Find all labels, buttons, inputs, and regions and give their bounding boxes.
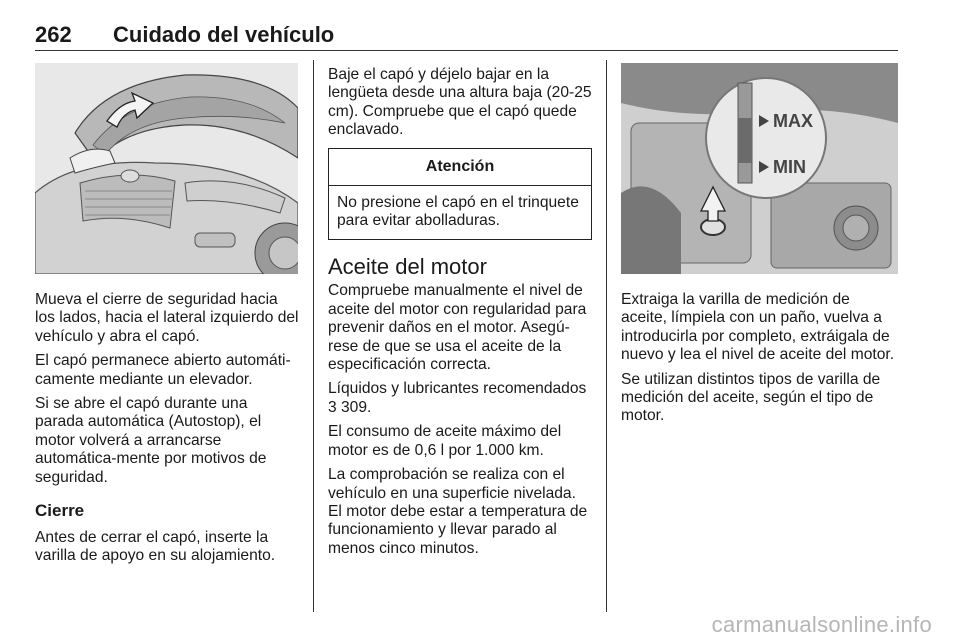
page-reference-link[interactable]: 3 309.	[328, 398, 372, 416]
paragraph: Líquidos y lubricantes recomendados	[328, 380, 587, 398]
engine-dipstick-illustration	[621, 63, 898, 274]
car-hood-drawing	[35, 63, 298, 274]
paragraph: Mueva el cierre de seguridad hacia los lados, hacia el lateral izquierdo del vehículo y abra el capó.	[35, 291, 299, 345]
column-3	[621, 291, 897, 432]
max-label: MAX	[773, 111, 813, 131]
heading-aceite-del-motor: Aceite del motor	[328, 254, 487, 280]
page-number: 262	[35, 22, 72, 47]
subheading-cierre: Cierre	[35, 501, 85, 521]
column-divider-1	[313, 60, 314, 612]
paragraph: Si se abre el capó durante una parada automática (Autostop), el motor volverá a arrancarse automática-mente por motivos de seguridad.	[35, 395, 267, 486]
paragraph: Extraiga la varilla de medición de aceite, límpiela con un paño, vuelva a introducirla por completo, extráigala de nuevo y lea el nivel de aceite del motor.	[621, 291, 895, 364]
paragraph: Antes de cerrar el capó, inserte la varilla de apoyo en su alojamiento.	[35, 529, 276, 565]
notice-title: Atención	[329, 149, 591, 186]
column-2	[328, 66, 592, 564]
column-divider-2	[606, 60, 607, 612]
engine-dipstick-drawing	[621, 63, 898, 274]
section-title: Cuidado del vehículo	[113, 22, 335, 47]
car-hood-illustration	[35, 63, 298, 274]
paragraph: Compruebe manualmente el nivel de aceite del motor con regularidad para prevenir daños en el motor. Asegú-rese de que se usa el aceite de la especificación correcta.	[328, 282, 587, 374]
min-label: MIN	[773, 157, 806, 177]
watermark: carmanualsonline.info	[711, 612, 932, 637]
paragraph: Se utilizan distintos tipos de varilla de medición del aceite, según el tipo de motor.	[621, 370, 881, 425]
column-1	[35, 291, 300, 572]
paragraph: El consumo de aceite máximo del motor es de 0,6 l por 1.000 km.	[328, 423, 562, 459]
notice-box	[328, 148, 592, 241]
paragraph: El capó permanece abierto automáti-camente mediante un elevador.	[35, 352, 291, 388]
paragraph: Baje el capó y déjelo bajar en la lengüeta desde una altura baja (20-25 cm). Compruebe que el capó quede enclavado.	[328, 66, 592, 139]
paragraph: La comprobación se realiza con el vehículo en una superficie nivelada. El motor debe estar a temperatura de funcionamiento y llevar parado al menos cinco minutos.	[328, 466, 588, 557]
header-rule	[35, 50, 898, 51]
notice-text: No presione el capó en el trinquete para evitar abolladuras.	[337, 193, 579, 230]
